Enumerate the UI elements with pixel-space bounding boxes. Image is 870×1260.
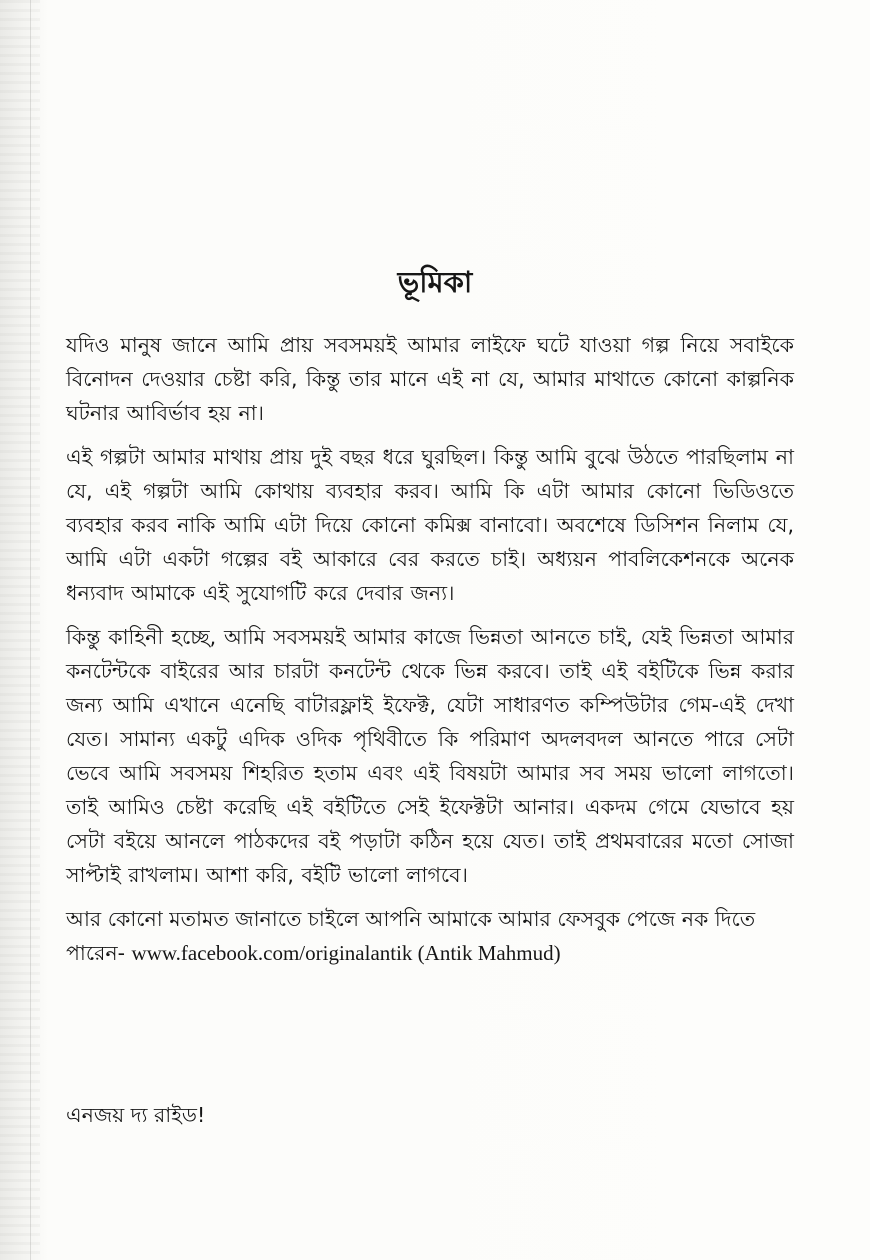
- page-edge-line: [30, 0, 31, 1260]
- facebook-link: www.facebook.com/originalantik (Antik Mahmud): [131, 941, 561, 965]
- preface-body: [66, 328, 794, 970]
- page-title: ভূমিকা: [397, 265, 473, 299]
- contact-paragraph: [66, 902, 794, 970]
- page-binding-shadow: [0, 0, 40, 1260]
- paragraph-2: এই গল্পটা আমার মাথায় প্রায় দুই বছর ধরে ঘুরছিল। কিন্তু আমি বুঝে উঠতে পারছিলাম না যে, এই গল্পটা আমি কোথায় ব্যবহার করব। আমি কি এটা আমার কোনো ভিডিওতে ব্যবহার করব নাকি আমি এটা দিয়ে কোনো কমিক্স বানাবো। অবশেষে ডিসিশন নিলাম যে, আমি এটা একটা গল্পের বই আকারে বের করতে চাই। অধ্যয়ন পাবলিকেশনকে অনেক ধন্যবাদ আমাকে এই সুযোগটি করে দেবার জন্য।: [66, 445, 794, 605]
- paragraph-3: কিন্তু কাহিনী হচ্ছে, আমি সবসময়ই আমার কাজে ভিন্নতা আনতে চাই, যেই ভিন্নতা আমার কনটেন্টকে বাইরের আর চারটা কনটেন্ট থেকে ভিন্ন করবে। তাই এই বইটিকে ভিন্ন করার জন্য আমি এখানে এনেছি বাটারফ্লাই ইফেক্ট, যেটা সাধারণত কম্পিউটার গেম-এই দেখা যেত। সামান্য একটু এদিক ওদিক পৃথিবীতে কি পরিমাণ অদলবদল আনতে পারে সেটা ভেবে আমি সবসময় শিহরিত হতাম এবং এই বিষয়টা আমার সব সময় ভালো লাগতো। তাই আমিও চেষ্টা করেছি এই বইটিতে সেই ইফেক্টটা আনার। একদম গেমে যেভাবে হয় সেটা বইয়ে আনলে পাঠকদের বই পড়াটা কঠিন হয়ে যেত। তাই প্রথমবারের মতো সোজা সাপ্টাই রাখলাম। আশা করি, বইটি ভালো লাগবে।: [66, 625, 794, 887]
- contact-text: আর কোনো মতামত জানাতে চাইলে আপনি আমাকে আমার ফেসবুক পেজে নক দিতে পারেন-: [66, 907, 756, 965]
- paragraph-1: যদিও মানুষ জানে আমি প্রায় সবসময়ই আমার লাইফে ঘটে যাওয়া গল্প নিয়ে সবাইকে বিনোদন দেওয়ার চেষ্টা করি, কিন্তু তার মানে এই না যে, আমার মাথাতে কোনো কাল্পনিক ঘটনার আবির্ভাব হয় না।: [66, 333, 794, 425]
- closing-line: এনজয় দ্য রাইড!: [66, 1103, 206, 1127]
